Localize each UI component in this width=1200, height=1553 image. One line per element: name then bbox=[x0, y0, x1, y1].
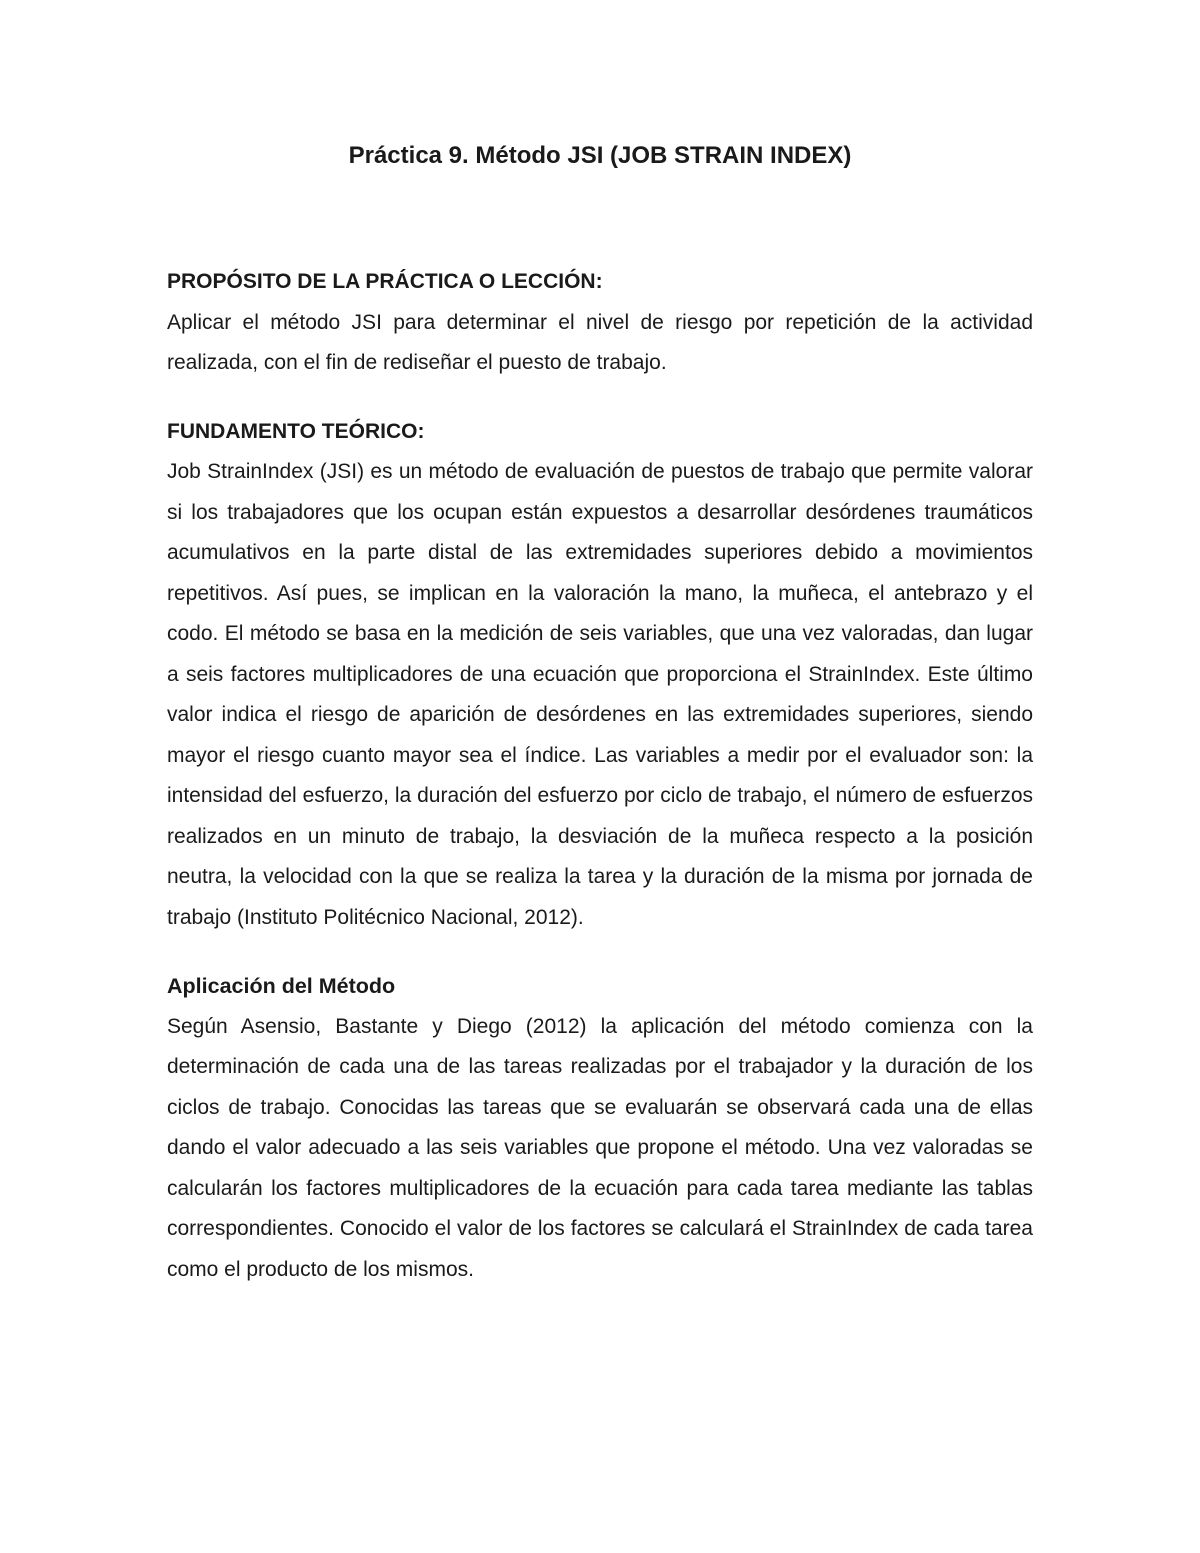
section-fundamento bbox=[167, 412, 1033, 939]
section-heading: FUNDAMENTO TEÓRICO: bbox=[167, 419, 425, 443]
section-heading: Aplicación del Método bbox=[167, 974, 396, 998]
section-paragraph: Aplicar el método JSI para determinar el nivel de riesgo por repetición de la actividad realizada, con el fin de rediseñar el puesto de trabajo. bbox=[167, 310, 1033, 374]
document-body bbox=[167, 262, 1033, 1318]
document-title: Práctica 9. Método JSI (JOB STRAIN INDEX) bbox=[348, 142, 852, 169]
section-paragraph: Job StrainIndex (JSI) es un método de evaluación de puestos de trabajo que permite valorar si los trabajadores que los ocupan están expuestos a desarrollar desórdenes traumáticos acumulativos en la parte distal de las extremidades superiores debido a movimientos repetitivos. Así pues, se implican en la valoración la mano, la muñeca, el antebrazo y el codo. El método se basa en la medición de seis variables, que una vez valoradas, dan lugar a seis factores multiplicadores de una ecuación que proporciona el StrainIndex. Este último valor indica el riesgo de aparición de desórdenes en las extremidades superiores, siendo mayor el riesgo cuanto mayor sea el índice. Las variables a medir por el evaluador son: la intensidad del esfuerzo, la duración del esfuerzo por ciclo de trabajo, el número de esfuerzos realizados en un minuto de trabajo, la desviación de la muñeca respecto a la posición neutra, la velocidad con la que se realiza la tarea y la duración de la misma por jornada de trabajo (Instituto Politécnico Nacional, 2012). bbox=[167, 460, 1033, 929]
section-heading: PROPÓSITO DE LA PRÁCTICA O LECCIÓN: bbox=[167, 270, 603, 293]
section-paragraph: Según Asensio, Bastante y Diego (2012) la aplicación del método comienza con la determinación de cada una de las tareas realizadas por el trabajador y la duración de los ciclos de trabajo. Conocidas las tareas que se evaluarán se observará cada una de ellas dando el valor adecuado a las seis variables que propone el método. Una vez valoradas se calcularán los factores multiplicadores de la ecuación para cada tarea mediante las tablas correspondientes. Conocido el valor de los factores se calculará el StrainIndex de cada tarea como el producto de los mismos. bbox=[167, 1014, 1033, 1281]
section-aplicacion bbox=[167, 966, 1033, 1290]
section-proposito bbox=[167, 262, 1033, 384]
